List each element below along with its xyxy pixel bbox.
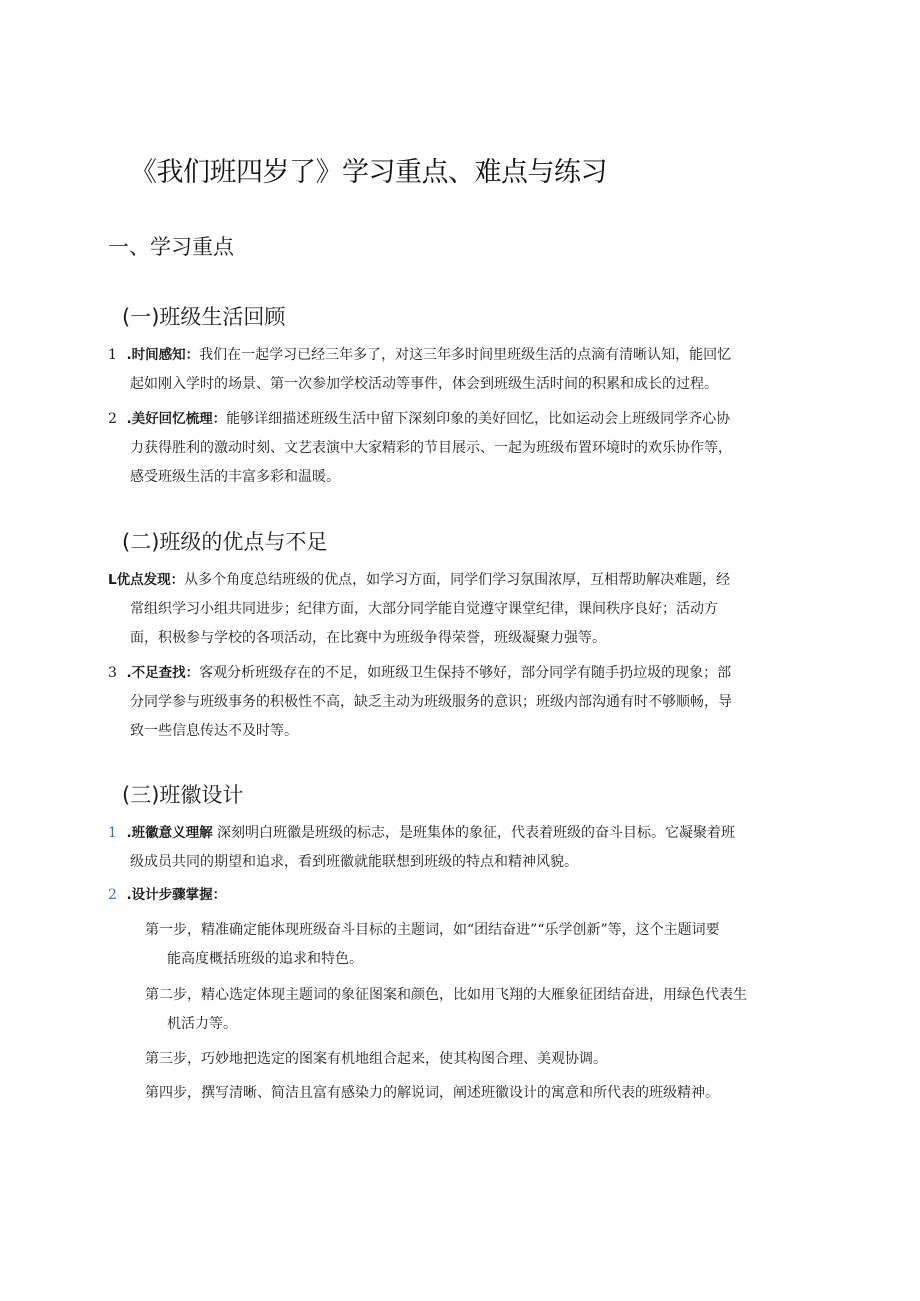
item-label: .时间感知： <box>126 347 200 363</box>
item-text: 分同学参与班级事务的积极性不高，缺乏主动为班级服务的意识；班级内部沟通有时不够顺畅，导 <box>130 694 732 710</box>
item-text: 级成员共同的期望和追求，看到班徽就能联想到班级的特点和精神风貌。 <box>130 854 578 870</box>
subsection-heading-class-badge: (三)班徽设计 <box>122 783 244 807</box>
list-item <box>108 341 808 399</box>
subsection-heading-strengths-weaknesses: (二)班级的优点与不足 <box>122 530 328 554</box>
item-text: 能够详细描述班级生活中留下深刻印象的美好回忆，比如运动会上班级同学齐心协 <box>226 411 731 427</box>
step-text: 第二步，精心选定体现主题词的象征图案和颜色，比如用飞翔的大雁象征团结奋进，用绿色代表生 <box>145 987 747 1003</box>
item-text: 深刻明白班徽是班级的标志，是班集体的象征，代表着班级的奋斗目标。它凝聚着班 <box>212 825 736 841</box>
item-text: 我们在一起学习已经三年多了，对这三年多时间里班级生活的点滴有清晰认知，能回忆 <box>199 347 732 363</box>
item-number: 2 <box>108 411 117 427</box>
item-text: 致一些信息传达不及时等。 <box>130 723 298 739</box>
item-text: 力获得胜利的激动时刻、文艺表演中大家精彩的节目展示、一起为班级布置环境时的欢乐协作等， <box>130 440 732 456</box>
item-label: .班徽意义理解 <box>126 825 213 841</box>
item-number: 2 <box>108 887 117 903</box>
design-step <box>145 1045 815 1074</box>
item-text: 从多个角度总结班级的优点，如学习方面，同学们学习氛围浓厚，互相帮助解决难题，经 <box>184 572 731 588</box>
item-number: L <box>108 572 117 588</box>
list-item <box>108 405 808 492</box>
list-item <box>108 566 808 653</box>
item-text: 面，积极参与学校的各项活动，在比赛中为班级争得荣誉，班级凝聚力强等。 <box>130 630 606 646</box>
item-number: 3 <box>108 665 117 681</box>
design-step <box>145 1079 815 1108</box>
design-step <box>145 981 815 1039</box>
item-text: 感受班级生活的丰富多彩和温暖。 <box>130 469 340 485</box>
item-label: 优点发现： <box>116 572 185 588</box>
list-item <box>108 881 808 910</box>
design-step <box>145 916 815 974</box>
step-text: 第三步，巧妙地把选定的图案有机地组合起来，使其构图合理、美观协调。 <box>145 1051 607 1067</box>
step-text: 第四步，撰写清晰、简洁且富有感染力的解说词，阐述班徽设计的寓意和所代表的班级精神。 <box>145 1085 719 1101</box>
step-text: 机活力等。 <box>167 1016 237 1032</box>
item-label: .设计步骤掌握： <box>126 887 227 903</box>
list-item <box>108 819 808 877</box>
item-number: 1 <box>108 347 117 363</box>
subsection-heading-class-life: (一)班级生活回顾 <box>122 305 286 329</box>
item-text: 常组织学习小组共同进步；纪律方面，大部分同学能自觉遵守课堂纪律，课间秩序良好；活动方 <box>130 601 718 617</box>
item-label: .美好回忆梳理： <box>126 411 227 427</box>
page-title: 《我们班四岁了》学习重点、难点与练习 <box>130 157 607 188</box>
section-heading-study-focus: 一、学习重点 <box>108 235 234 259</box>
step-text: 能高度概括班级的追求和特色。 <box>167 951 363 967</box>
item-number: 1 <box>108 825 117 841</box>
list-item <box>108 659 808 746</box>
step-text: 第一步，精准确定能体现班级奋斗目标的主题词，如“团结奋进”“乐学创新”等，这个主题词要 <box>145 922 720 938</box>
item-label: .不足查找： <box>126 665 200 681</box>
item-text: 客观分析班级存在的不足，如班级卫生保持不够好，部分同学有随手扔垃圾的现象；部 <box>199 665 732 681</box>
item-text: 起如刚入学时的场景、第一次参加学校活动等事件，体会到班级生活时间的积累和成长的过程。 <box>130 376 718 392</box>
